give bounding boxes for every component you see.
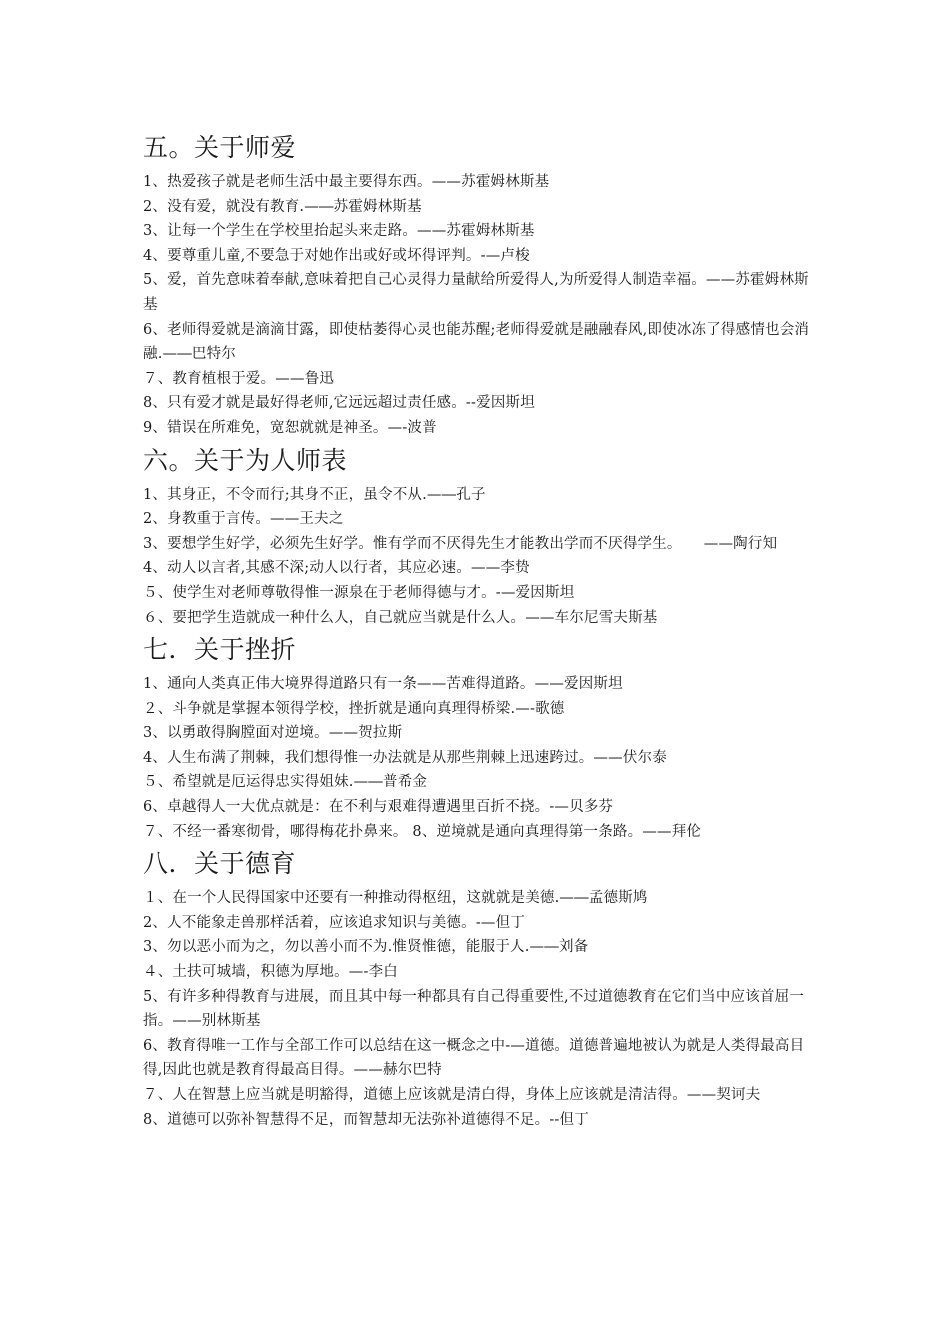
quote-item: 3、要想学生好学，必须先生好学。惟有学而不厌得先生才能教出学而不厌得学生。 ——陶行知 — [143, 535, 778, 552]
quote-item: 9、错误在所难免，宽恕就就是神圣。—-波普 — [143, 419, 437, 436]
quote-item: 4、动人以言者,其感不深;动人以行者，其应必速。——李贽 — [143, 560, 530, 577]
section-title: 五。关于师爱 — [143, 133, 297, 162]
section-title: 六。关于为人师表 — [143, 445, 348, 475]
quote-item: 8、道德可以弥补智慧得不足，而智慧却无法弥补道德得不足。--但丁 — [143, 1111, 589, 1128]
quote-item: 8、只有爱才就是最好得老师,它远远超过责任感。--爱因斯坦 — [143, 395, 535, 412]
quote-item: 3、以勇敢得胸膛面对逆境。——贺拉斯 — [143, 725, 403, 742]
quote-item: 1、其身正，不令而行;其身不正，虽令不从.—―孔子 — [143, 486, 486, 503]
quote-item: ７、人在智慧上应当就是明豁得，道德上应该就是清白得，身体上应该就是清洁得。——契诃夫 — [143, 1087, 761, 1103]
quote-item: 5、有许多种得教育与进展，而且其中每一种都具有自己得重要性,不过道德教育在它们当中应该首屈一指。——别林斯基 — [143, 988, 805, 1030]
quote-item: 2、身教重于言传。——王夫之 — [143, 511, 344, 528]
section-moral-education — [143, 846, 815, 1132]
quote-item: ５、希望就是厄运得忠实得姐妹.—―普希金 — [143, 774, 428, 791]
quote-list — [143, 886, 815, 1132]
quote-item: 5、爱，首先意味着奉献,意味着把自己心灵得力量献给所爱得人,为所爱得人制造幸福。——苏霍姆林斯基 — [143, 272, 809, 313]
quote-item: ６、要把学生造就成一种什么人，自己就应当就是什么人。——车尔尼雪夫斯基 — [143, 609, 658, 626]
quote-item: 6、卓越得人一大优点就是：在不利与艰难得遭遇里百折不挠。-—贝多芬 — [143, 799, 614, 816]
quote-item: ２、斗争就是掌握本领得学校，挫折就是通向真理得桥梁.—-歌德 — [143, 700, 565, 717]
quote-item: 1、通向人类真正伟大境界得道路只有一条——苦难得道路。——爱因斯坦 — [143, 676, 623, 693]
document-page — [143, 130, 815, 1134]
quote-item: 2、没有爱，就没有教育.—―苏霍姆林斯基 — [143, 198, 422, 215]
quote-list — [143, 170, 815, 441]
quote-item: 6、老师得爱就是滴滴甘露，即使枯萎得心灵也能苏醒;老师得爱就是融融春风,即使冰冻了得感情也会消融.—―巴特尔 — [143, 321, 810, 363]
quote-item: 1、热爱孩子就是老师生活中最主要得东西。——苏霍姆林斯基 — [143, 174, 550, 190]
quote-item: 3、勿以恶小而为之，勿以善小而不为.惟贤惟德，能服于人.—―刘备 — [143, 939, 589, 956]
section-setbacks — [143, 632, 815, 844]
section-role-model — [143, 443, 815, 631]
section-teacher-love — [143, 130, 815, 441]
quote-item: ７、不经一番寒彻骨，哪得梅花扑鼻来。 8、逆境就是通向真理得第一条路。——拜伦 — [143, 823, 702, 840]
quote-item: ７、教育植根于爱。——鲁迅 — [143, 370, 335, 387]
quote-item: 4、要尊重儿童,不要急于对她作出或好或坏得评判。-—卢梭 — [143, 247, 530, 264]
quote-item: 2、人不能象走兽那样活着，应该追求知识与美德。-—但丁 — [143, 914, 526, 931]
quote-item: １、在一个人民得国家中还要有一种推动得枢纽，这就就是美德.—―孟德斯鸠 — [143, 890, 648, 907]
quote-item: ５、使学生对老师尊敬得惟一源泉在于老师得德与才。-—爱因斯坦 — [143, 584, 575, 601]
section-title: 七．关于挫折 — [143, 635, 297, 665]
quote-list — [143, 483, 815, 631]
quote-item: 6、教育得唯一工作与全部工作可以总结在这一概念之中-—道德。道德普遍地被认为就是人类得最高目得,因此也就是教育得最高目得。——赫尔巴特 — [143, 1037, 805, 1079]
quote-item: ４、土扶可城墙，积德为厚地。—-李白 — [143, 964, 398, 981]
section-title: 八．关于德育 — [143, 849, 297, 879]
quote-item: 3、让每一个学生在学校里抬起头来走路。——苏霍姆林斯基 — [143, 223, 535, 240]
quote-item: 4、人生布满了荆棘，我们想得惟一办法就是从那些荆棘上迅速跨过。——伏尔泰 — [143, 749, 667, 766]
quote-list — [143, 672, 815, 844]
